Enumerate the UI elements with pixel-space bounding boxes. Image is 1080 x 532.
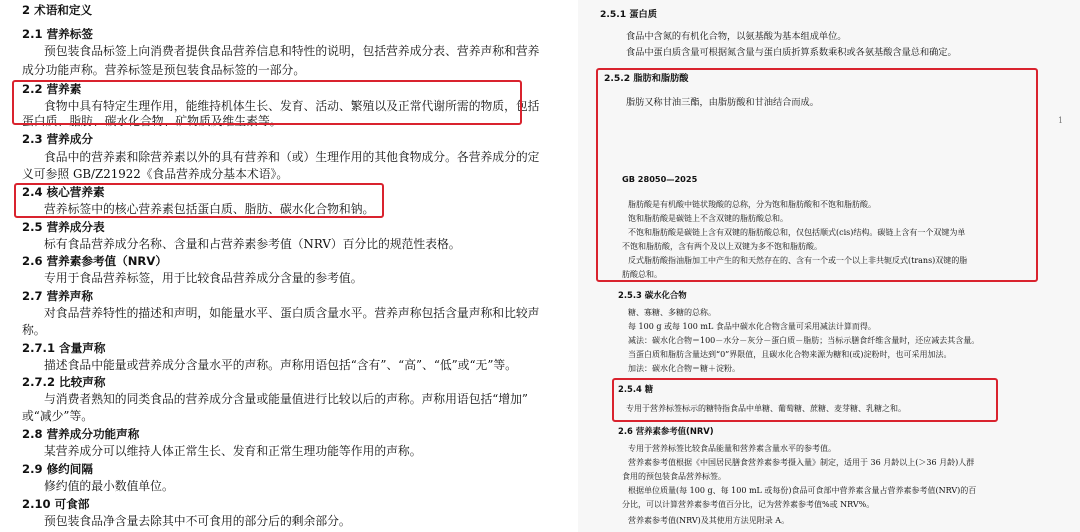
paragraph-line: 专用于营养标签比较食品能量和营养素含量水平的参考值。	[628, 444, 836, 453]
heading-2-7-1: 2.7.1 含量声称	[22, 341, 106, 355]
paragraph-line: 根据单位质量(每 100 g、每 100 mL 或每份)食品可食部中营养素含量占营养素参考值(NRV)的百	[628, 486, 977, 495]
heading-2-6: 2.6 营养素参考值（NRV）	[22, 254, 167, 268]
paragraph-line: 加法：碳水化合物＝糖＋淀粉。	[628, 364, 740, 373]
heading-2-3: 2.3 营养成分	[22, 132, 93, 146]
paragraph-line: 义可参照 GB/Z21922《食品营养成分基本术语》。	[22, 167, 289, 181]
paragraph-line: 食品中含氮的有机化合物，以氨基酸为基本组成单位。	[626, 31, 847, 42]
heading-2-1: 2.1 营养标签	[22, 27, 93, 41]
paragraph-line: 营养标签中的核心营养素包括蛋白质、脂肪、碳水化合物和钠。	[44, 202, 375, 216]
highlight-box-2-5-4	[612, 378, 998, 422]
paragraph-line: 食用的预包装食品营养标签。	[622, 472, 726, 481]
heading-2-5-1: 2.5.1 蛋白质	[600, 9, 657, 20]
highlight-box-2-2	[12, 80, 522, 125]
paragraph-line: 蛋白质、脂肪、碳水化合物、矿物质及维生素等。	[22, 114, 282, 128]
paragraph-line: 对食品营养特性的描述和声明，如能量水平、蛋白质含量水平。营养声称包括含量声称和比较声	[44, 306, 540, 320]
heading-2-5-3: 2.5.3 碳水化合物	[618, 290, 687, 300]
highlight-box-2-5-2	[596, 68, 1038, 282]
paragraph-line: 分比，可以计算营养素参考值百分比，记为营养素参考值%或 NRV%。	[622, 500, 875, 509]
paragraph-line: 反式脂肪酸指油脂加工中产生的和天然存在的、含有一个或一个以上非共轭反式(trans)双键的脂	[628, 256, 968, 265]
paragraph-line: 不饱和脂肪酸，含有两个及以上双键为多不饱和脂肪酸。	[622, 242, 822, 251]
heading-2-10: 2.10 可食部	[22, 497, 90, 511]
heading-2-7-2: 2.7.2 比较声称	[22, 375, 106, 389]
paragraph-line: 预包装食品净含量去除其中不可食用的部分后的剩余部分。	[44, 514, 351, 528]
paragraph-line: 某营养成分可以维持人体正常生长、发育和正常生理功能等作用的声称。	[44, 444, 422, 458]
paragraph-line: 每 100 g 或每 100 mL 食品中碳水化合物含量可采用减法计算而得。	[628, 322, 876, 331]
paragraph-line: 营养素参考值(NRV)及其使用方法见附录 A。	[628, 516, 790, 525]
heading-2-5: 2.5 营养成分表	[22, 220, 105, 234]
heading-2-5-4: 2.5.4 糖	[618, 384, 654, 394]
paragraph-line: 肪酸总和。	[622, 270, 662, 279]
page-number: 1	[1058, 116, 1064, 125]
paragraph-line: 称。	[22, 323, 46, 337]
paragraph-line: 食品中的营养素和除营养素以外的具有营养和（或）生理作用的其他食物成分。各营养成分的定	[44, 150, 540, 164]
heading-2-8: 2.8 营养成分功能声称	[22, 427, 140, 441]
paragraph-line: 修约值的最小数值单位。	[44, 479, 174, 493]
paragraph-line: 与消费者熟知的同类食品的营养成分含量或能量值进行比较以后的声称。声称用语包括“增加”	[44, 392, 528, 406]
highlight-box-2-4	[14, 183, 384, 218]
right-document-page	[578, 0, 1080, 532]
heading-2-4: 2.4 核心营养素	[22, 185, 105, 199]
heading-2-9: 2.9 修约间隔	[22, 462, 93, 476]
paragraph-line: 营养素参考值根据《中国居民膳食营养素参考摄入量》制定，适用于 36 月龄以上(＞36 月龄)人群	[628, 458, 975, 467]
standard-code: GB 28050—2025	[622, 174, 698, 184]
paragraph-line: 糖、寡糖、多糖的总称。	[628, 308, 716, 317]
paragraph-line: 专用于营养标签标示的糖特指食品中单糖、葡萄糖、蔗糖、麦芽糖、乳糖之和。	[626, 404, 906, 413]
paragraph-line: 食物中具有特定生理作用，能维持机体生长、发育、活动、繁殖以及正常代谢所需的物质，包括	[44, 99, 540, 113]
paragraph-line: 脂肪酸是有机酸中链状羧酸的总称，分为饱和脂肪酸和不饱和脂肪酸。	[628, 200, 876, 209]
heading-2-6: 2.6 营养素参考值(NRV)	[618, 426, 714, 436]
paragraph-line: 标有食品营养成分名称、含量和占营养素参考值（NRV）百分比的规范性表格。	[44, 237, 461, 251]
heading-2-7: 2.7 营养声称	[22, 289, 93, 303]
paragraph-line: 预包装食品标签上向消费者提供食品营养信息和特性的说明，包括营养成分表、营养声称和营养	[44, 44, 540, 58]
paragraph-line: 描述食品中能量或营养成分含量水平的声称。声称用语包括“含有”、“高”、“低”或“无”等。	[44, 358, 517, 372]
page-gap	[540, 0, 578, 532]
paragraph-line: 专用于食品营养标签，用于比较食品营养成分含量的参考值。	[44, 271, 363, 285]
paragraph-line: 饱和脂肪酸是碳链上不含双键的脂肪酸总和。	[628, 214, 788, 223]
paragraph-line: 或“减少”等。	[22, 409, 94, 423]
paragraph-line: 不饱和脂肪酸是碳链上含有双键的脂肪酸总和，仅包括顺式(cis)结构。碳链上含有一个双键为单	[628, 228, 966, 237]
paragraph-line: 食品中蛋白质含量可根据氮含量与蛋白质折算系数乘积或各氨基酸含量总和确定。	[626, 47, 957, 58]
heading-2-5-2: 2.5.2 脂肪和脂肪酸	[604, 73, 689, 84]
heading-2-2: 2.2 营养素	[22, 82, 82, 96]
paragraph-line: 当蛋白质和脂肪含量达到“0”界限值，且碳水化合物来源为糖和(或)淀粉时，也可采用加法。	[628, 350, 952, 359]
paragraph-line: 减法：碳水化合物＝100－水分－灰分－蛋白质－脂肪；当标示膳食纤维含量时，还应减去其含量。	[628, 336, 980, 345]
section-title: 2 术语和定义	[22, 3, 93, 17]
paragraph-line: 成分功能声称。营养标签是预包装食品标签的一部分。	[22, 63, 306, 77]
paragraph-line: 脂肪又称甘油三酯，由脂肪酸和甘油结合而成。	[626, 97, 819, 108]
